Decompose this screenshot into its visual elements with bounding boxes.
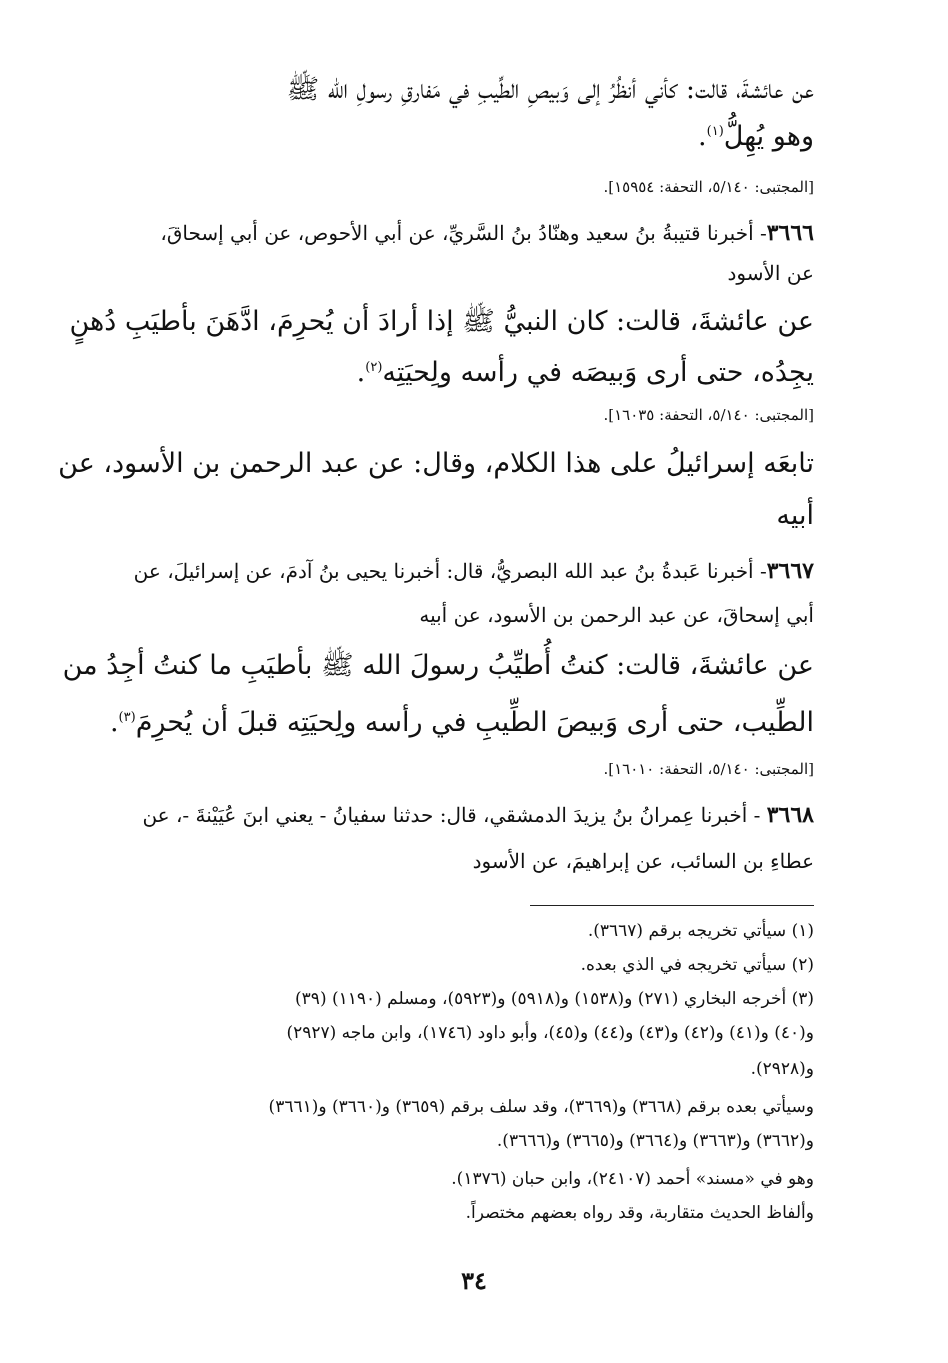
text-segment: يجِدُه، حتى أرى وَبيصَه في رأسه ولِحيَتِه: [382, 357, 814, 388]
isnad-line: [124, 800, 814, 830]
isnad-line: عطاءِ بن السائب، عن إبراهيمَ، عن الأسود: [472, 849, 814, 873]
isnad-line: أبي إسحاقَ، عن عبد الرحمن بن الأسود، عن أبيه: [419, 603, 814, 627]
footnote-marker[interactable]: (٣): [118, 710, 136, 725]
footnote-1: (١) سيأتي تخريجه برقم (٣٦٦٧).: [587, 921, 814, 941]
footnote-marker[interactable]: (٢): [365, 360, 383, 375]
hadith-text-line: عن عائشةَ، قالت: كان النبيُّ ﷺ إذا أرادَ أن يُحرِمَ، ادَّهَنَ بأطيَبِ دُهنٍ: [69, 306, 814, 337]
footnote-3: (٣) أخرجه البخاري (٢٧١) و(١٥٣٨) و(٥٩١٨) و(٥٩٢٣)، ومسلم (١١٩٠) (٣٩): [295, 989, 814, 1009]
source-reference: [المجتبى: ٥/١٤٠، التحفة: ١٦٠٣٥].: [603, 406, 814, 424]
text-segment: الطِّيب، حتى أرى وَبيصَ الطِّيبِ في رأسه ولِحيَتِه قبلَ أن يُحرِمَ: [135, 707, 814, 738]
commentary-line: أبيه: [776, 500, 814, 531]
isnad-line: عن الأسود: [727, 261, 814, 285]
hadith-number: ٣٦٦٨: [766, 802, 814, 828]
text-segment: - أخبرنا عِمرانُ بنُ يزيدَ الدمشقي، قال: حدثنا سفيانُ - يعني ابنَ عُيَيْنةَ -، عن: [142, 803, 767, 827]
hadith-number: ٣٦٦٧: [766, 558, 814, 584]
text-segment: وهو يُهِلُّ: [723, 121, 814, 152]
text-segment: - أخبرنا قتيبةُ بنُ سعيد وهنّادُ بنُ السَّريِّ، عن أبي الأحوص، عن أبي إسحاقَ،: [160, 221, 767, 245]
text-segment: - أخبرنا عَبدةُ بنُ عبد الله البصريُّ، قال: أخبرنا يحيى بنُ آدمَ، عن إسرائيلَ، عن: [133, 559, 767, 583]
hadith-text-line: [124, 112, 814, 157]
footnote-3-continued: و(٣٦٦٢) و(٣٦٦٣) و(٣٦٦٤) و(٣٦٦٥) و(٣٦٦٦).: [496, 1131, 814, 1151]
footnote-3-continued: وألفاظ الحديث متقاربة، وقد رواه بعضهم مختصراً.: [465, 1203, 814, 1223]
page-number: ٣٤: [461, 1266, 487, 1295]
source-reference: [المجتبى: ٥/١٤٠، التحفة: ١٥٩٥٤].: [603, 178, 814, 196]
text-segment: .: [698, 121, 707, 152]
hadith-number: ٣٦٦٦: [766, 220, 814, 246]
hadith-text-line: عن عائشةَ، قالت: كنتُ أُطيِّبُ رسولَ الله ﷺ بأطيَبِ ما كنتُ أجِدُ من: [62, 650, 814, 681]
isnad-line: [124, 556, 814, 586]
isnad-line: [124, 218, 814, 248]
source-reference: [المجتبى: ٥/١٤٠، التحفة: ١٦٠١٠].: [603, 760, 814, 778]
commentary-line: تابعَه إسرائيلُ على هذا الكلام، وقال: عن عبد الرحمن بن الأسود، عن: [58, 448, 814, 479]
footnote-divider: [530, 905, 814, 906]
footnote-3: و(٢٩٢٨).: [750, 1059, 814, 1079]
text-segment: .: [109, 707, 119, 738]
footnote-3: و(٤٠) و(٤١) و(٤٢) و(٤٣) و(٤٤) و(٤٥)، وأبو داود (١٧٤٦)، وابن ماجه (٢٩٢٧): [286, 1023, 814, 1043]
hadith-text-line: [124, 348, 814, 393]
text-segment: .: [356, 357, 366, 388]
hadith-text-line: [109, 698, 814, 743]
footnote-marker[interactable]: (١): [706, 124, 724, 139]
footnote-3-continued: وسيأتي بعده برقم (٣٦٦٨) و(٣٦٦٩)، وقد سلف برقم (٣٦٥٩) و(٣٦٦٠) و(٣٦٦١): [268, 1097, 814, 1117]
footnote-3-continued: وهو في «مسند» أحمد (٢٤١٠٧)، وابن حبان (١٣٧٦).: [451, 1169, 814, 1189]
text-segment: عن عائشةَ، قالت: كأني أنظُرُ إلى وَبيصِ الطِّيبِ في مَفارقِ رسولِ الله ﷺ: [286, 74, 814, 105]
footnote-2: (٢) سيأتي تخريجه في الذي بعده.: [580, 955, 814, 975]
hadith-text-line: [124, 70, 814, 110]
